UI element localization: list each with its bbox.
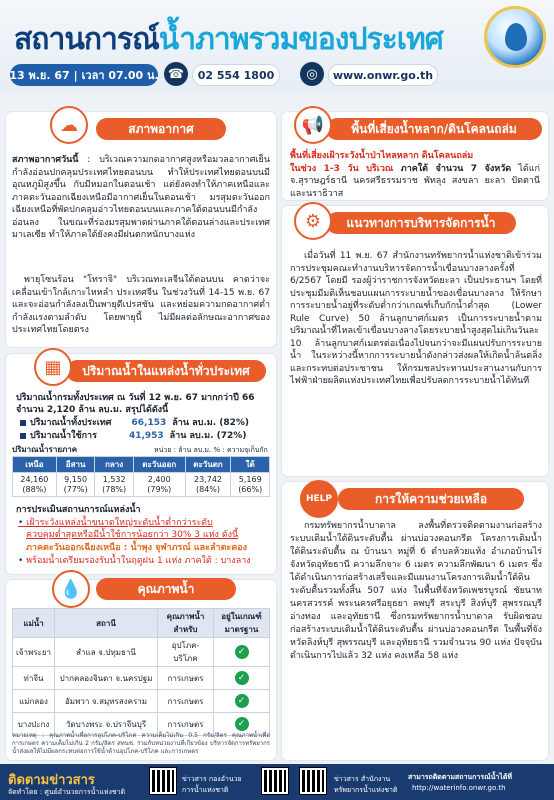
- management-text: เมื่อวันที่ 11 พ.ย. 67 สำนักงานทรัพยากรน้ำแห่งชาติเข้าร่วมการประชุมคณะทำงานบริหารจัดการน้ำเขื่อนบางลางครั้งที่ 6/2567 โดยมี รองผู้ว่าราชการจังหวัดยะลา เป็นประธานฯ โดยที่ประชุมมีมติเห็นชอบแผนการระบายน้ำของเขื่อนบางลาง ให้รักษาการระบายน้ำอยู่ที่ระดับต่ำกว่าเกณฑ์เก็บกักน้ำต่ำสุด (Lower Rule Curve) 50 ล้านลูกบาศก์เมตร เป็นการระบายน้ำตามปริมาณน้ำที่ไหลเข้าเขื่อนบางลางโดยระบายน้ำสูงสุดไม่เกินวันละ 10 ล้านลูกบาศก์เมตรต่อเนื่องไปจนกว่าจะมีแผนปรับการระบายน้ำ ในระหว่างนี้หากการระบายน้ำดังกล่าวส่งผลให้เกิดน้ำล้นตลิ่งและกระทบต่อประชาชน ให้กรมชลประทานประสานงานกับการไฟฟ้าฝ่ายผลิตแห่งประเทศไทยเพื่อปรับลดการระบายน้ำได้ทันที: [290, 251, 542, 386]
- header: [0, 0, 554, 92]
- assessment-3: ภาคตะวันออกเฉียงเหนือ : น้ำพุง จุฬาภรณ์ และลำตะคอง: [26, 543, 248, 553]
- quality-station: ปากคลองจินดา จ.นครปฐม: [55, 667, 158, 690]
- col-station: สถานี: [55, 609, 158, 638]
- check-icon: ✓: [235, 717, 249, 731]
- check-icon: ✓: [235, 645, 249, 659]
- flood-red-1: พื้นที่เสี่ยงเฝ้าระวังน้ำป่าไหลหลาก ดินโคลนถล่ม: [290, 151, 474, 161]
- usable-unit: ล้าน ลบ.ม. (72%): [169, 431, 247, 441]
- dam-icon: ▦: [34, 348, 72, 386]
- footer: [0, 764, 554, 800]
- flood-text: [290, 150, 540, 200]
- region-percent: (66%): [238, 484, 263, 494]
- assessment-title: การประเมินสถานการณ์แหล่งน้ำ: [16, 505, 141, 515]
- quality-note: หมายเหตุ : คุณภาพน้ำเพื่อการอุปโภค-บริโภค ความเค็มไม่เกิน 0.5 กรัม/ลิตร คุณภาพน้ำเพื่อการเกษตร ความเค็มไม่เกิน 2 กรัม/ลิตร สทนช. ร่วมกับหน่วยงานที่เกี่ยวข้อง บริหารจัดการทรัพยากรน้ำส่งผลให้ไม่มีผลกระทบต่อการใช้น้ำด้านอุปโภค-บริโภค และการเกษตร: [12, 732, 270, 755]
- help-text: กรมทรัพยากรน้ำบาดาล ลงพื้นที่ตรวจติดตามงานก่อสร้างระบบเติมน้ำใต้ดินระดับตื้น ผ่านบ่อวงคอนกรีต โครงการเติมน้ำใต้ดินระดับตื้น ณ บ้านนา หมู่ที่ 6 ตำบลห้วยแห้ง อำเภอบ้านไร่ จังหวัดอุทัยธานี ความลึกจาะ 6 เมตร ความลึกพัฒนา 6 เมตร ซึ่งได้ดำเนินการก่อสร้างเสร็จและมีแผนงานโครงการเติมน้ำใต้ดินระดับตื้นรวมทั้งสิ้น 507 แห่ง ในพื้นที่จังหวัดเพชรบูรณ์ ชัยนาท นครสวรรค์ พระนครศรีอยุธยา ลพบุรี สระบุรี สิงห์บุรี สุพรรณบุรี อ่างทอง และอุทัยธานี ซึ่งกรมทรัพยากรน้ำบาดาล รับผิดชอบก่อสร้างระบบเติมน้ำใต้ดินระดับตื้น ผ่านบ่อวงคอนกรีต ในพื้นที่จังหวัดลิงห์บุรี สุพรรณบุรี และอุทัยธานี รวมจำนวน 90 แห่ง ปัจจุบันดำเนินการไปแล้ว 32 แห่ง คงเหลือ 58 แห่ง: [290, 521, 542, 661]
- region-percent: (84%): [195, 484, 221, 494]
- reservoir-card: [6, 354, 276, 574]
- region-volume: 1,532: [102, 474, 126, 484]
- globe-icon: ◎: [300, 62, 324, 86]
- gear-icon: ⚙: [294, 202, 332, 240]
- region-value: [56, 473, 95, 497]
- col-use: คุณภาพน้ำสำหรับ: [158, 609, 214, 638]
- flood-bold: ภาคใต้ จำนวน 7 จังหวัด: [393, 163, 512, 174]
- region-header: อีสาน: [56, 457, 95, 473]
- quality-use: อุปโภค-บริโภค: [158, 638, 214, 667]
- usable-label: ปริมาณน้ำใช้การ: [30, 431, 97, 441]
- reservoir-line-1: ปริมาณน้ำกรมทั้งประเทศ ณ วันที่ 12 พ.ย. 67 มากกว่าปี 66: [16, 393, 255, 403]
- regional-subtitle: ปริมาณน้ำรายภาค: [12, 445, 78, 454]
- storm-text: พายุโซนร้อน "โทราจิ" บริเวณทะเลจีนใต้ตอนบน คาดว่าจะเคลื่อนเข้าใกล้เกาะไหหลำ ประเทศจีน ในช่วงวันที่ 14-15 พ.ย. 67 และจะอ่อนกำลังลงเป็นพายุดีเปรสชัน และหย่อมความกดอากาศต่ำกำลังแรงตามลำดับ โดยพายุนี้ ไม่มีผลต่อลักษณะอากาศของประเทศไทยโดยตรง: [12, 275, 270, 335]
- quality-card: [6, 580, 276, 760]
- follow-title: ติดตามข่าวสาร: [8, 773, 95, 788]
- page-title: [14, 16, 443, 63]
- regional-table: [12, 456, 270, 497]
- qr-code-1[interactable]: [150, 768, 176, 794]
- total-water-row: [20, 417, 249, 429]
- quality-standard-cell: [214, 667, 270, 690]
- region-header: ตะวันออก: [133, 457, 185, 473]
- flood-card: [282, 112, 548, 200]
- assessment-4: • พร้อมน้ำเตรียมรองรับน้ำในฤดูฝน 1 แห่ง ภาคใต้ : บางลาง: [18, 556, 251, 566]
- weather-text: [12, 154, 270, 242]
- date-pill: 13 พ.ย. 67 | เวลา 07.00 น.: [10, 64, 158, 86]
- region-header: เหนือ: [13, 457, 57, 473]
- more-url[interactable]: http://waterinfo.onwr.go.th: [412, 784, 506, 792]
- assessment-2: ควบคุมต่ำสุดหรือมีน้ำใช้การน้อยกว่า 30% 3 แห่ง ดังนี้: [26, 530, 239, 540]
- quality-river: บางปะกง: [13, 713, 55, 736]
- quality-row: [13, 638, 270, 667]
- check-icon: ✓: [235, 671, 249, 685]
- title-part-a: สถานการณ์: [14, 22, 159, 57]
- megaphone-icon: 📢: [294, 106, 332, 144]
- flood-heading: พื้นที่เสี่ยงน้ำหลาก/ดินโคลนถล่ม: [326, 118, 542, 140]
- region-volume: 5,169: [238, 474, 262, 484]
- help-badge-icon: HELP: [300, 480, 338, 518]
- usable-water-row: [20, 430, 246, 442]
- flood-rest: ได้แก่ จ.สุราษฎร์ธานี นครศรีธรรมราช พัทลุง สงขลา ยะลา ปัตตานี และนราธิวาส: [290, 163, 541, 199]
- follow-sub: จัดทำโดย : ศูนย์อำนวยการน้ำแห่งชาติ: [8, 788, 126, 796]
- region-value: [13, 473, 57, 497]
- reservoir-line-2: จำนวน 2,120 ล้าน ลบ.ม. สรุปได้ดังนี้: [16, 405, 169, 415]
- total-unit: ล้าน ลบ.ม. (82%): [172, 418, 250, 428]
- region-volume: 9,150: [64, 474, 88, 484]
- quality-use: การเกษตร: [158, 667, 214, 690]
- help-card: [282, 482, 548, 760]
- more-info: สามารถติดตามสถานการณ์น้ำได้ที่: [408, 773, 512, 781]
- quality-use: การเกษตร: [158, 713, 214, 736]
- col-standard: อยู่ในเกณฑ์มาตรฐาน: [214, 609, 270, 638]
- region-header: ใต้: [231, 457, 270, 473]
- phone-pill[interactable]: [192, 64, 280, 86]
- region-percent: (79%): [147, 484, 172, 494]
- management-card: [282, 206, 548, 476]
- qr-code-2[interactable]: [262, 768, 288, 794]
- assessment-1-text: เฝ้าระวังแหล่งน้ำขนาดใหญ่ระดับน้ำต่ำกว่าระดับ: [26, 518, 213, 528]
- quality-station: อัมพวา จ.สมุทรสงคราม: [55, 690, 158, 713]
- quality-standard-cell: [214, 638, 270, 667]
- quality-river: เจ้าพระยา: [13, 638, 55, 667]
- date-text: 13 พ.ย. 67: [9, 69, 70, 82]
- title-part-b: น้ำภาพรวมของประเทศ: [158, 22, 443, 57]
- weather-heading: สภาพอากาศ: [96, 118, 226, 140]
- region-percent: (88%): [22, 484, 47, 494]
- region-value: [95, 473, 134, 497]
- weather-p1: : บริเวณความกดอากาศสูงหรือมวลอากาศเย็นกำลังอ่อนปกคลุมประเทศไทยตอนบน ทำให้ประเทศไทยตอนบนมีอุณหภูมิสูงขึ้น กับมีหมอกในตอนเช้า แต่ยังคงทำให้ภาคเหนือและภาคตะวันออกเฉียงเหนือมีอากาศเย็นในตอนเช้า มรสุมตะวันออกเฉียงเหนือที่พัดปกคลุมอ่าวไทยตอนบนและภาคใต้ตอนบนมีกำลังอ่อนลง ในขณะที่ร่องมรสุมพาดผ่านภาคใต้ตอนล่างและประเทศมาเลเซีย ทำให้ภาคใต้ยังคงมีฝนตกหนักบางแห่ง: [12, 155, 270, 240]
- management-heading: แนวทางการบริหารจัดการน้ำ: [326, 212, 516, 234]
- help-heading: การให้ความช่วยเหลือ: [338, 488, 524, 510]
- unit-note: หน่วย : ล้าน ลบ.ม. % : ความจุเก็บกัก: [154, 446, 268, 454]
- region-volume: 2,400: [147, 474, 171, 484]
- qr-2-label: ข่าวสาร สำนักงานทรัพยากรน้ำแห่งชาติ: [334, 775, 398, 794]
- region-header: กลาง: [95, 457, 134, 473]
- weather-lead: สภาพอากาศวันนี้: [12, 155, 79, 165]
- quality-heading: คุณภาพน้ำ: [96, 578, 236, 600]
- usable-value: 41,953: [128, 431, 164, 441]
- weather-card: [6, 112, 276, 347]
- region-header: ตะวันตก: [185, 457, 231, 473]
- region-percent: (78%): [102, 484, 127, 494]
- quality-station: วัดบางพระ จ.ปราจีนบุรี: [55, 713, 158, 736]
- region-volume: 23,742: [194, 474, 222, 484]
- flood-red-2: ในช่วง 1-3 วัน บริเวณ: [290, 163, 394, 174]
- region-volume: 24,160: [20, 474, 49, 484]
- quality-standard-cell: [214, 690, 270, 713]
- quality-station: สำแล จ.ปทุมธานี: [55, 638, 158, 667]
- quality-row: [13, 667, 270, 690]
- website-pill[interactable]: [328, 64, 438, 86]
- region-value: [231, 473, 270, 497]
- phone-number: 02 554 1800: [197, 68, 275, 82]
- weather-icon: ☁: [50, 106, 88, 144]
- quality-use: การเกษตร: [158, 690, 214, 713]
- region-value: [185, 473, 231, 497]
- quality-river: แม่กลอง: [13, 690, 55, 713]
- region-value: [133, 473, 185, 497]
- assessment-4-text: พร้อมน้ำเตรียมรองรับน้ำในฤดูฝน 1 แห่ง ภาคใต้ : บางลาง: [26, 556, 251, 566]
- quality-river: ท่าจีน: [13, 667, 55, 690]
- reservoir-heading: ปริมาณน้ำในแหล่งน้ำทั่วประเทศ: [66, 360, 266, 382]
- region-percent: (77%): [63, 484, 88, 494]
- qr-code-3[interactable]: [300, 768, 326, 794]
- quality-table: [12, 608, 270, 736]
- phone-icon: ☎: [164, 62, 188, 86]
- qr-1-label: ข่าวสาร กองอำนวยการน้ำแห่งชาติ: [182, 775, 242, 794]
- website-text: www.onwr.go.th: [332, 68, 434, 82]
- col-river: แม่น้ำ: [13, 609, 55, 638]
- total-label: ปริมาณน้ำทั้งประเทศ: [30, 418, 112, 428]
- time-text: เวลา 07.00 น.: [81, 69, 159, 82]
- quality-row: [13, 690, 270, 713]
- onwr-logo: [484, 6, 546, 68]
- droplet-icon: 💧: [52, 570, 90, 608]
- assessment-1: • เฝ้าระวังแหล่งน้ำขนาดใหญ่ระดับน้ำต่ำกว่าระดับ: [18, 518, 213, 528]
- check-icon: ✓: [235, 694, 249, 708]
- total-value: 66,153: [131, 418, 167, 428]
